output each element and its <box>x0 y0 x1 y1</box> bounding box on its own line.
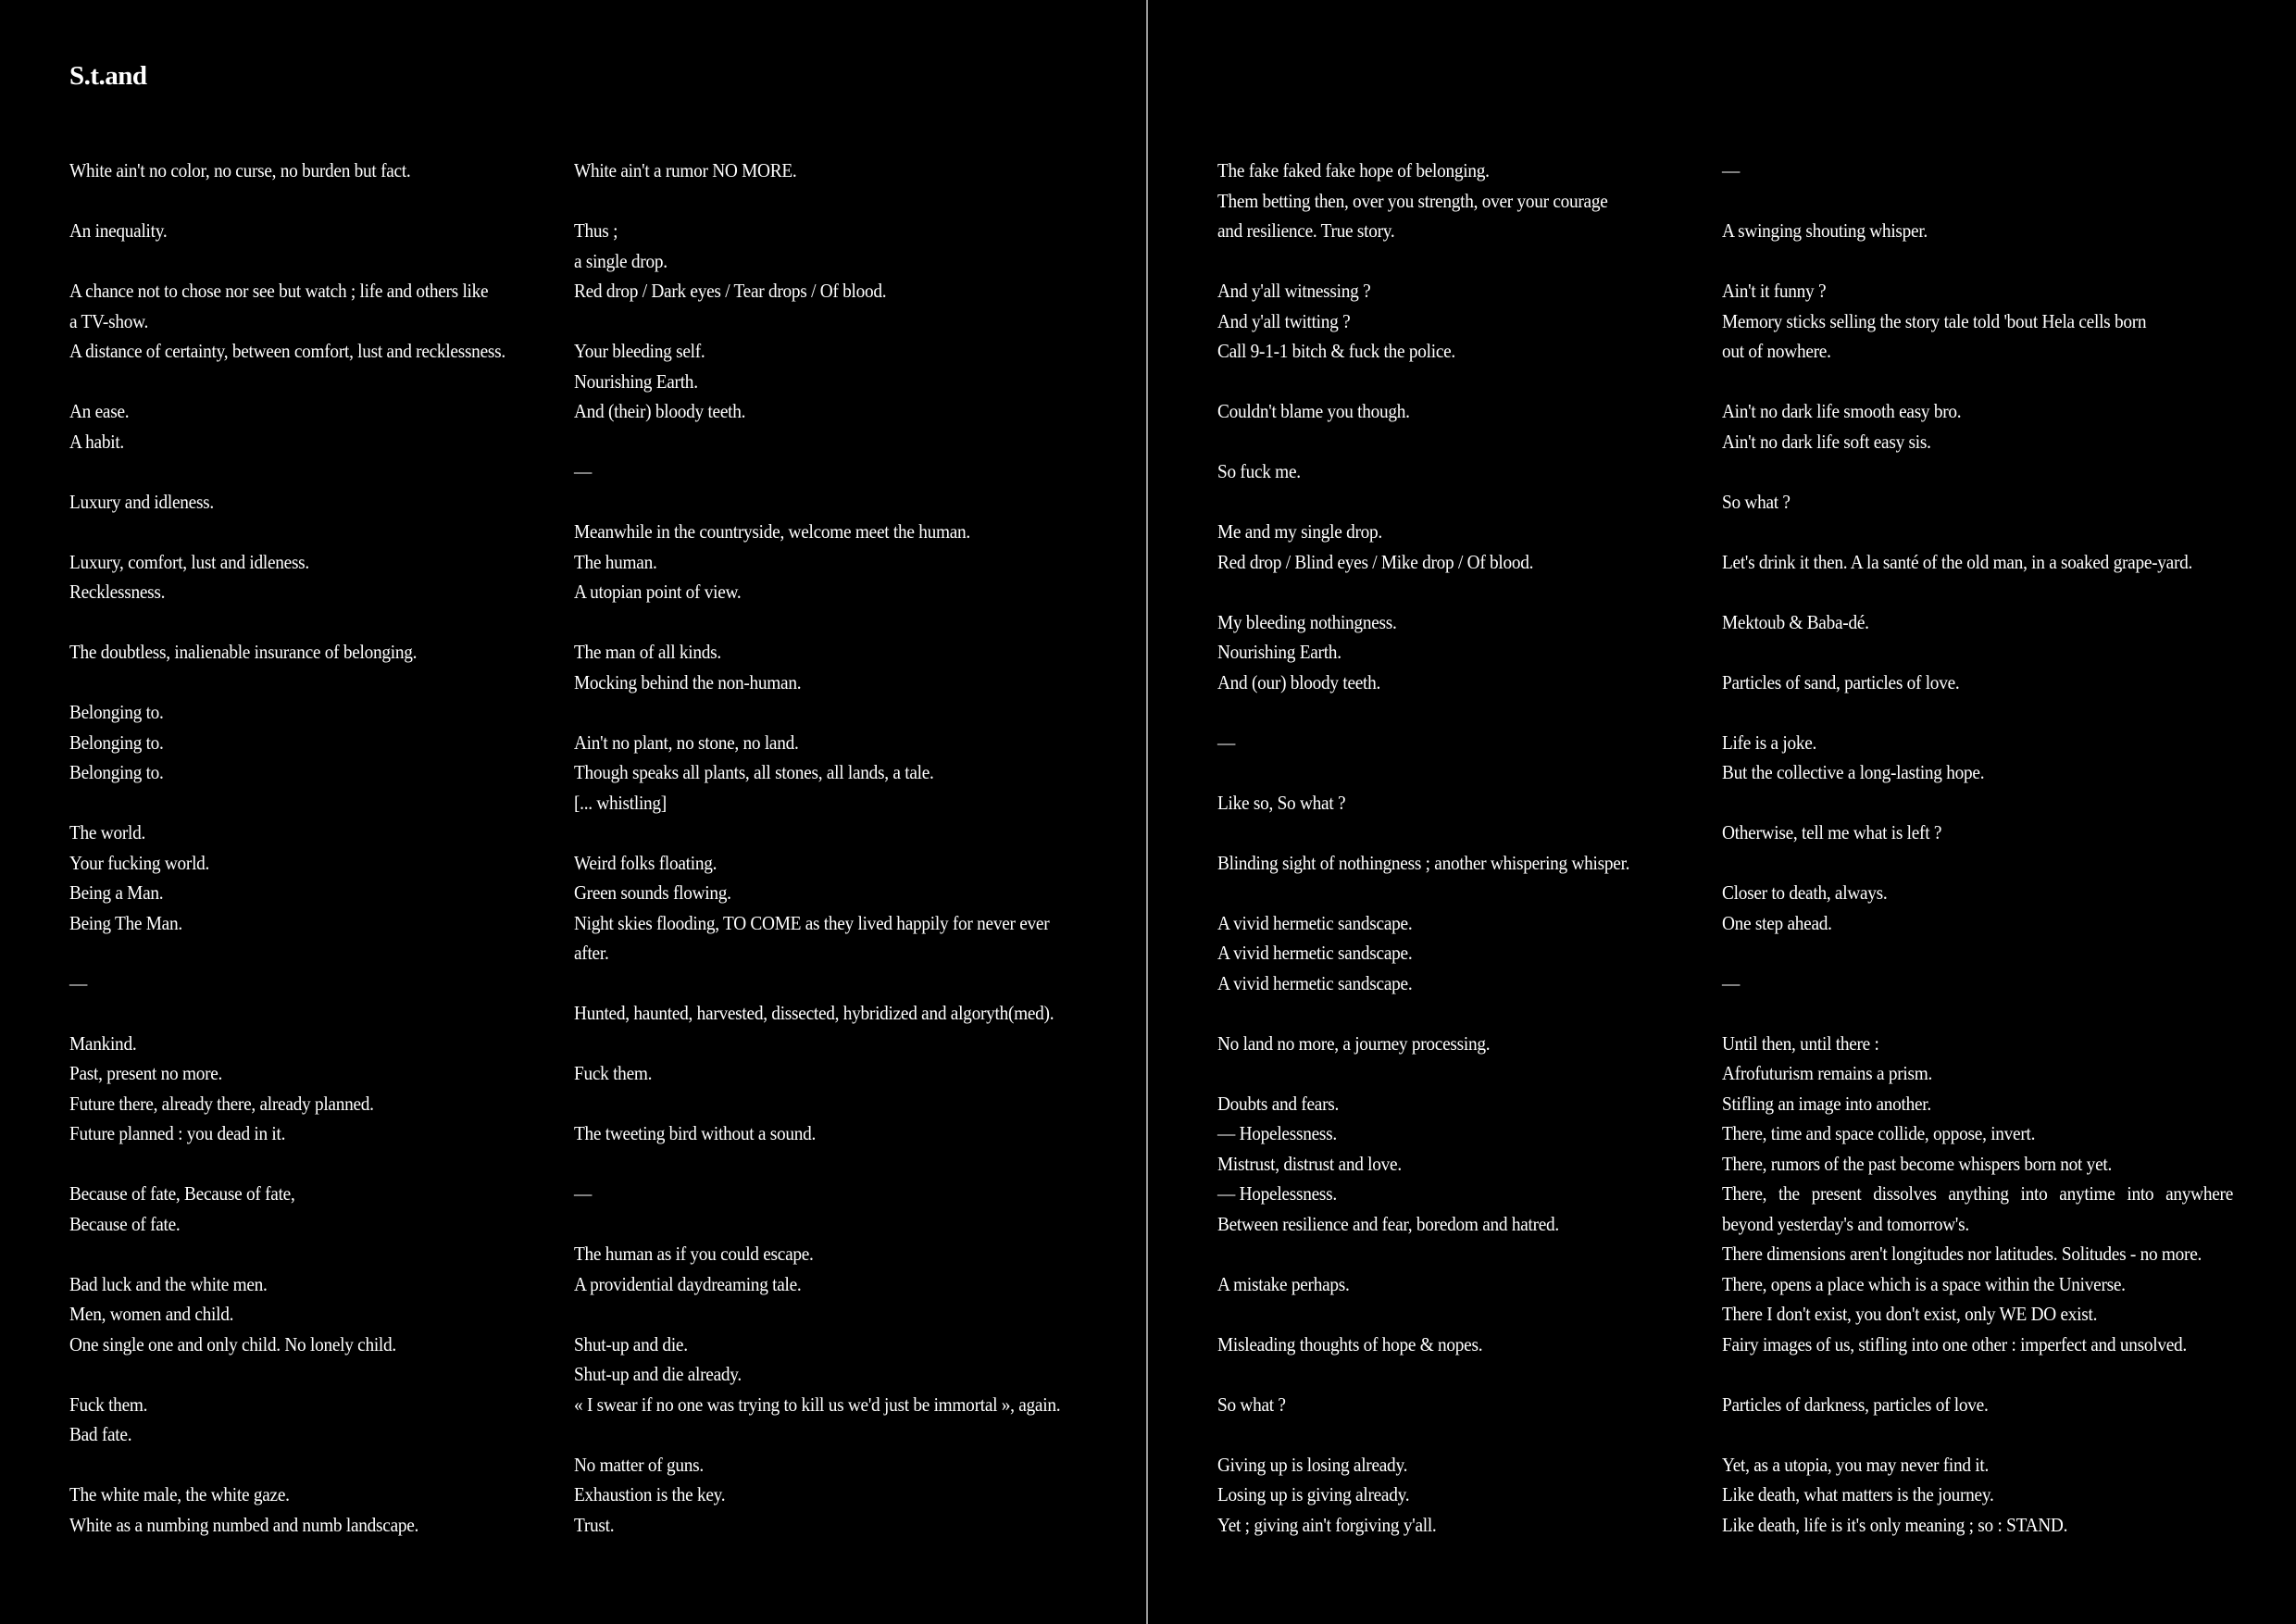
stanza-break <box>69 788 546 818</box>
poem-line: A swinging shouting whisper. <box>1722 219 1928 242</box>
poem-line: And y'all witnessing ? <box>1217 280 1371 302</box>
poem-line: White ain't a rumor NO MORE. <box>574 159 797 181</box>
poem-line: So what ? <box>1217 1393 1286 1416</box>
poem-line: White ain't no color, no curse, no burden but fact. <box>69 159 411 181</box>
poem-line: Meanwhile in the countryside, welcome meet the human. <box>574 520 971 543</box>
poem-line: Mistrust, distrust and love. <box>1217 1152 1402 1175</box>
poem-line: Stifling an image into another. <box>1722 1092 1931 1115</box>
poem-line: Couldn't blame you though. <box>1217 400 1410 422</box>
stanza-break <box>574 1029 1077 1059</box>
stanza-break <box>574 1089 1077 1119</box>
poem-line: A providential daydreaming tale. <box>574 1272 802 1295</box>
poem-line: Nourishing Earth. <box>1217 641 1341 663</box>
poem-line: Let's drink it then. A la santé of the old man, in a soaked grape-yard. <box>1722 550 2193 573</box>
stanza-break <box>574 186 1077 217</box>
poem-line: Belonging to. <box>69 701 164 723</box>
poem-line: And (our) bloody teeth. <box>1217 670 1381 693</box>
stanza-break <box>69 998 546 1029</box>
poem-line: Ain't it funny ? <box>1722 280 1827 302</box>
poem-line: The human. <box>574 550 657 573</box>
stanza-break <box>69 1239 546 1269</box>
stanza-break <box>69 1359 546 1390</box>
poem-line: — <box>1722 159 1741 181</box>
stanza-break <box>1722 367 2233 397</box>
poem-line: [... whistling] <box>574 791 667 814</box>
poem-line: The doubtless, inalienable insurance of belonging. <box>69 641 418 663</box>
stanza-break <box>1722 186 2233 217</box>
poem-line: Luxury, comfort, lust and idleness. <box>69 550 309 573</box>
stanza-break <box>1217 878 1660 908</box>
poem-line: Until then, until there : <box>1722 1031 1879 1055</box>
poem-line: Shut-up and die. <box>574 1332 688 1355</box>
poem-line: a single drop. <box>574 249 668 272</box>
poem-line: So what ? <box>1722 490 1791 513</box>
poem-line: One step ahead. <box>1722 911 1832 934</box>
poem-line: Night skies flooding, TO COME as they lived happily for never ever <box>574 911 1050 934</box>
poem-line: Being The Man. <box>69 911 182 934</box>
poem-line: Like so, So what ? <box>1217 791 1346 814</box>
poem-line: Being a Man. <box>69 881 164 904</box>
poem-line: Your fucking world. <box>69 851 210 874</box>
stanza-break <box>1722 1419 2233 1450</box>
poem-line: Memory sticks selling the story tale told 'bout Hela cells born <box>1722 309 2147 332</box>
poem-line: A habit. <box>69 430 124 453</box>
stanza-break <box>69 456 546 487</box>
right-page <box>1148 0 2296 1624</box>
stanza-break <box>1722 456 2233 487</box>
stanza-break <box>574 968 1077 999</box>
stanza-break <box>1217 367 1660 397</box>
poem-line: Luxury and idleness. <box>69 490 214 513</box>
stanza-break <box>69 186 546 217</box>
stanza-break <box>1217 998 1660 1029</box>
stanza-break <box>1722 697 2233 728</box>
stanza-break <box>1217 427 1660 457</box>
poem-line: Future planned : you dead in it. <box>69 1122 286 1144</box>
poem-line: — <box>1722 971 1741 994</box>
poem-line: There I don't exist, you don't exist, only WE DO exist. <box>1722 1303 2098 1325</box>
poem-line: Shut-up and die already. <box>574 1363 742 1385</box>
poem-line: A vivid hermetic sandscape. <box>1217 971 1413 994</box>
stanza-break <box>1217 1359 1660 1390</box>
poem-line: Because of fate, Because of fate, <box>69 1182 295 1205</box>
stanza-break <box>574 607 1077 638</box>
poem-line: Mektoub & Baba-dé. <box>1722 610 1869 633</box>
stanza-break <box>1722 848 2233 879</box>
poem-line: Call 9-1-1 bitch & fuck the police. <box>1217 340 1455 362</box>
poem-line: A utopian point of view. <box>574 581 742 603</box>
poem-line: Yet, as a utopia, you may never find it. <box>1722 1453 1990 1476</box>
poem-line: Trust. <box>574 1513 615 1536</box>
poem-line: Otherwise, tell me what is left ? <box>1722 821 1942 843</box>
poem-line: and resilience. True story. <box>1217 219 1395 242</box>
stanza-break <box>1217 757 1660 788</box>
stanza-break <box>1722 246 2233 277</box>
poem-line: The man of all kinds. <box>574 641 721 663</box>
stanza-break <box>1217 487 1660 518</box>
poem-line: A vivid hermetic sandscape. <box>1217 942 1413 964</box>
stanza-break <box>1217 697 1660 728</box>
poem-line: Fairy images of us, stifling into one other : imperfect and unsolved. <box>1722 1332 2187 1355</box>
stanza-break <box>69 938 546 968</box>
poem-line: Bad luck and the white men. <box>69 1272 268 1295</box>
poem-line: Particles of darkness, particles of love. <box>1722 1393 1989 1416</box>
poem-line: So fuck me. <box>1217 460 1301 482</box>
poem-line: And y'all twitting ? <box>1217 309 1351 332</box>
poem-line: A distance of certainty, between comfort, lust and recklessness. <box>69 340 505 362</box>
poem-line: An ease. <box>69 400 130 422</box>
poem-column-2 <box>574 156 1077 1540</box>
poem-line: One single one and only child. No lonely child. <box>69 1332 396 1355</box>
stanza-break <box>574 697 1077 728</box>
poem-line: Yet ; giving ain't forgiving y'all. <box>1217 1513 1437 1536</box>
poem-line: The human as if you could escape. <box>574 1243 814 1265</box>
poem-line: Doubts and fears. <box>1217 1092 1340 1115</box>
poem-line: Me and my single drop. <box>1217 520 1382 543</box>
poem-line: — <box>574 460 593 482</box>
poem-line: Fuck them. <box>574 1062 653 1084</box>
stanza-break <box>1722 637 2233 668</box>
poem-line: « I swear if no one was trying to kill us we'd just be immortal », again. <box>574 1393 1061 1416</box>
stanza-break <box>1217 1419 1660 1450</box>
stanza-break <box>69 517 546 547</box>
poem-line: Afrofuturism remains a prism. <box>1722 1062 1933 1084</box>
poem-line: Your bleeding self. <box>574 340 705 362</box>
poem-column-4 <box>1722 156 2233 1540</box>
stanza-break <box>69 1450 546 1480</box>
poem-line: Green sounds flowing. <box>574 881 731 904</box>
poem-line: There, rumors of the past become whispers born not yet. <box>1722 1152 2113 1175</box>
poem-line: And (their) bloody teeth. <box>574 400 746 422</box>
stanza-break <box>1217 818 1660 848</box>
poem-line: Nourishing Earth. <box>574 369 698 393</box>
poem-line: Weird folks floating. <box>574 851 718 874</box>
poem-line: Men, women and child. <box>69 1303 234 1325</box>
poem-line: There, time and space collide, oppose, invert. <box>1722 1122 2036 1144</box>
poem-line: Particles of sand, particles of love. <box>1722 670 1960 693</box>
poem-line: An inequality. <box>69 219 168 242</box>
poem-line: Like death, life is it's only meaning ; so : STAND. <box>1722 1513 2068 1536</box>
document-title: S.t.and <box>69 61 147 91</box>
poem-line: Thus ; <box>574 219 618 242</box>
poem-line: Bad fate. <box>69 1423 132 1445</box>
stanza-break <box>1722 788 2233 818</box>
poem-line: Mankind. <box>69 1031 137 1055</box>
stanza-break <box>574 427 1077 457</box>
poem-line: Belonging to. <box>69 761 164 783</box>
poem-line: Ain't no plant, no stone, no land. <box>574 731 799 754</box>
stanza-break <box>1217 246 1660 277</box>
poem-line: There, opens a place which is a space within the Universe. <box>1722 1272 2126 1295</box>
poem-line: Fuck them. <box>69 1393 148 1416</box>
poem-line: Losing up is giving already. <box>1217 1483 1410 1505</box>
poem-line: Life is a joke. <box>1722 731 1817 754</box>
poem-line: — Hopelessness. <box>1217 1182 1337 1205</box>
stanza-break <box>1722 1359 2233 1390</box>
poem-line: Red drop / Dark eyes / Tear drops / Of blood. <box>574 280 887 302</box>
poem-line: Hunted, haunted, harvested, dissected, hybridized and algoryth(med). <box>574 1002 1054 1024</box>
stanza-break <box>69 668 546 698</box>
stanza-break <box>574 818 1077 848</box>
poem-line: a TV-show. <box>69 309 149 332</box>
poem-line: Misleading thoughts of hope & nopes. <box>1217 1332 1483 1355</box>
stanza-break <box>1722 938 2233 968</box>
poem-line: Belonging to. <box>69 731 164 754</box>
poem-column-1 <box>69 156 546 1540</box>
stanza-break <box>574 1149 1077 1180</box>
poem-line: No land no more, a journey processing. <box>1217 1031 1491 1055</box>
stanza-break <box>69 367 546 397</box>
stanza-break <box>69 1149 546 1180</box>
poem-line: — <box>1217 731 1236 754</box>
poem-line: Exhaustion is the key. <box>574 1483 726 1505</box>
poem-line: Like death, what matters is the journey. <box>1722 1483 1994 1505</box>
poem-line: A vivid hermetic sandscape. <box>1217 911 1413 934</box>
poem-line: out of nowhere. <box>1722 340 1831 362</box>
poem-line: — Hopelessness. <box>1217 1122 1337 1144</box>
poem-line: Though speaks all plants, all stones, all lands, a tale. <box>574 761 934 783</box>
poem-line: Because of fate. <box>69 1212 181 1235</box>
stanza-break <box>574 1209 1077 1240</box>
poem-line: There dimensions aren't longitudes nor latitudes. Solitudes - no more. <box>1722 1243 2202 1265</box>
stanza-break <box>1217 1299 1660 1330</box>
poem-line: The fake faked fake hope of belonging. <box>1217 159 1490 181</box>
poem-line: Giving up is losing already. <box>1217 1453 1408 1476</box>
stanza-break <box>69 246 546 277</box>
stanza-break <box>1217 577 1660 607</box>
poem-line: Red drop / Blind eyes / Mike drop / Of blood. <box>1217 550 1534 573</box>
poem-line: Between resilience and fear, boredom and hatred. <box>1217 1212 1559 1235</box>
poem-line: beyond yesterday's and tomorrow's. <box>1722 1212 1969 1235</box>
poem-line: Blinding sight of nothingness ; another whispering whisper. <box>1217 851 1630 874</box>
poem-line: — <box>574 1182 593 1205</box>
stanza-break <box>69 607 546 638</box>
stanza-break <box>574 487 1077 518</box>
poem-line: Mocking behind the non-human. <box>574 670 802 693</box>
poem-line: The white male, the white gaze. <box>69 1483 290 1505</box>
poem-line: No matter of guns. <box>574 1453 704 1476</box>
stanza-break <box>1722 517 2233 547</box>
poem-line: Recklessness. <box>69 581 166 603</box>
poem-line: — <box>69 971 88 994</box>
poem-line: But the collective a long-lasting hope. <box>1722 761 1985 783</box>
stanza-break <box>1217 1239 1660 1269</box>
poem-line: There, the present dissolves anything into anytime into anywhere <box>1722 1182 2233 1205</box>
poem-line: Ain't no dark life smooth easy bro. <box>1722 400 1962 422</box>
stanza-break <box>574 306 1077 337</box>
stanza-break <box>1217 1058 1660 1089</box>
poem-line: A mistake perhaps. <box>1217 1272 1350 1295</box>
poem-line: Them betting then, over you strength, over your courage <box>1217 189 1608 212</box>
poem-line: The tweeting bird without a sound. <box>574 1122 817 1144</box>
poem-line: Ain't no dark life soft easy sis. <box>1722 430 1931 453</box>
poem-line: A chance not to chose nor see but watch ; life and others like <box>69 280 489 302</box>
left-page <box>0 0 1146 1624</box>
stanza-break <box>574 1299 1077 1330</box>
poem-line: Past, present no more. <box>69 1062 223 1084</box>
poem-line: Closer to death, always. <box>1722 881 1888 904</box>
poem-line: The world. <box>69 821 146 843</box>
poem-line: My bleeding nothingness. <box>1217 610 1397 633</box>
stanza-break <box>1722 998 2233 1029</box>
stanza-break <box>574 1419 1077 1450</box>
stanza-break <box>1722 577 2233 607</box>
poem-line: White as a numbing numbed and numb landscape. <box>69 1513 419 1536</box>
poem-line: after. <box>574 942 609 964</box>
poem-line: Future there, already there, already planned. <box>69 1092 374 1115</box>
poem-column-3 <box>1217 156 1660 1540</box>
